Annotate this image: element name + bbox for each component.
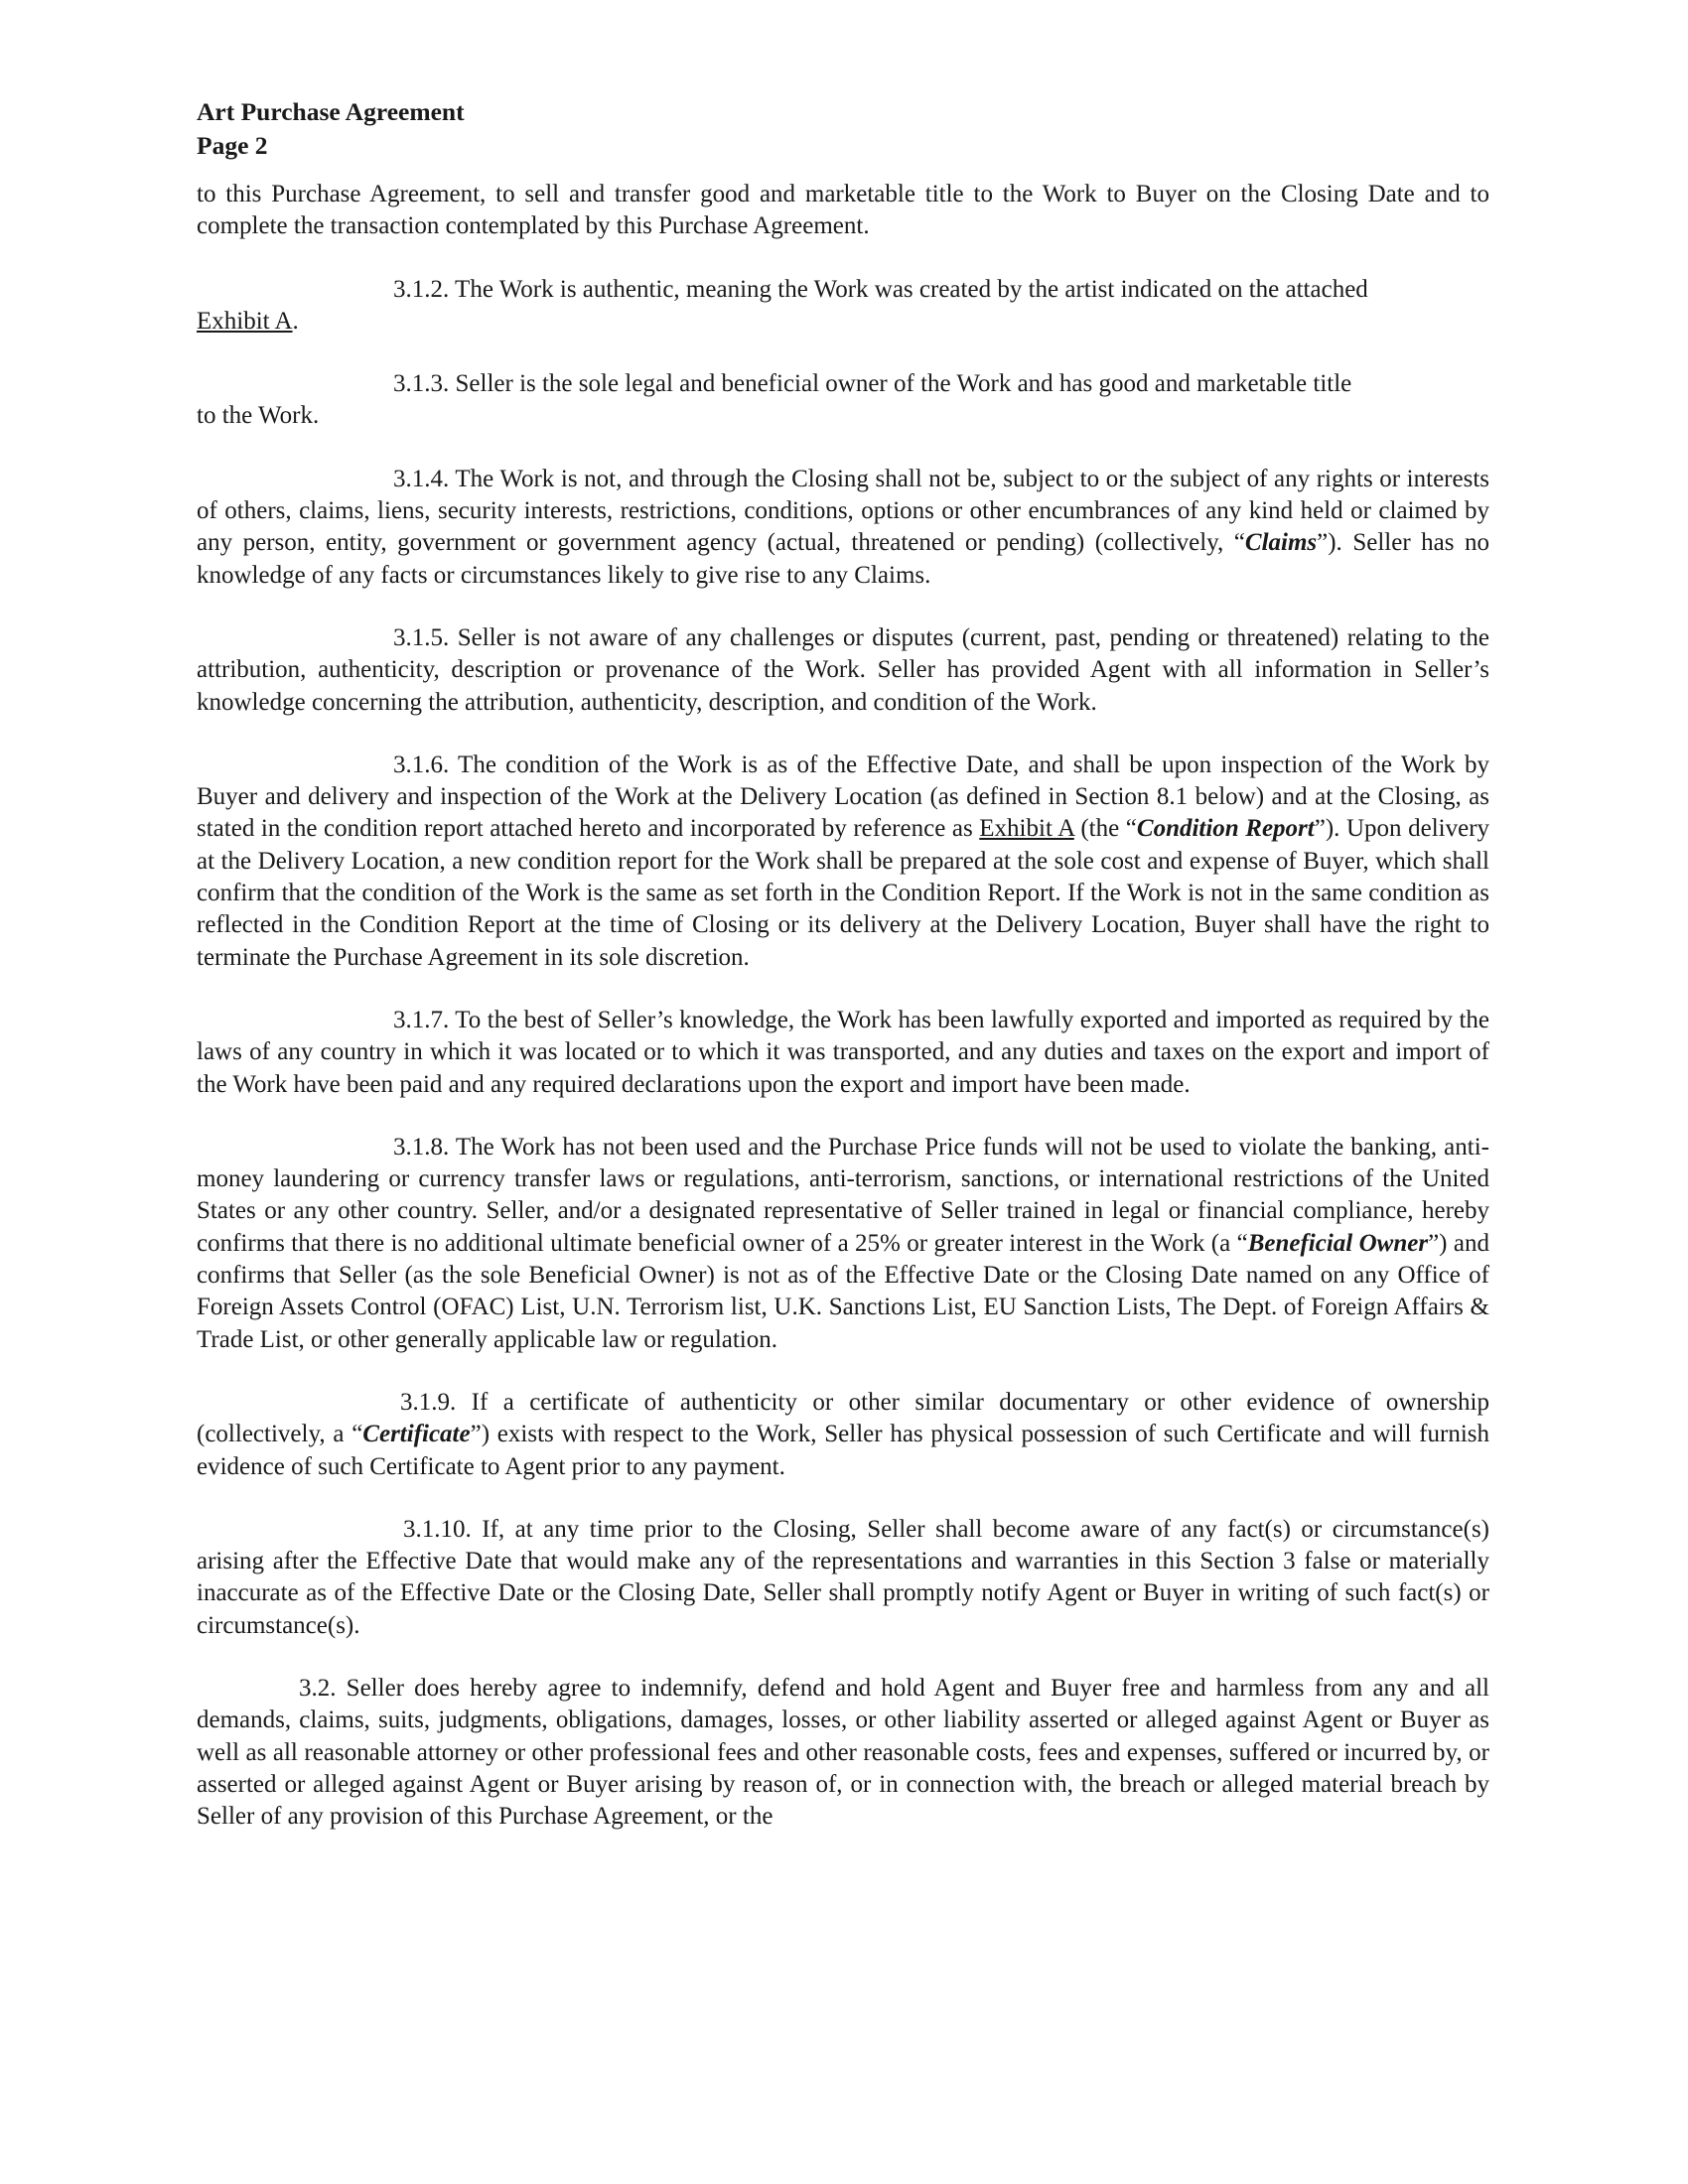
section-3-1-4 bbox=[197, 464, 1489, 592]
document-header bbox=[197, 95, 1489, 163]
exhibit-a-link-2[interactable]: Exhibit A bbox=[979, 815, 1074, 843]
section-3-1-4-text-a: 3.1.4. The Work is not, and through the Closing shall not be, subject to or the subject of any rights or interests of others, claims, liens, security interests, restrictions, conditions, options or other encumbrances of any kind held or claimed by any person, entity, government or government agency (actual, threatened or pending) (collectively, “ bbox=[197, 465, 1489, 557]
section-3-1-2 bbox=[197, 274, 1489, 339]
section-3-2: 3.2. Seller does hereby agree to indemnify, defend and hold Agent and Buyer free and harmless from any and all demands, claims, suits, judgments, obligations, damages, losses, or other liability asserted or alleged against Agent or Buyer as well as all reasonable attorney or other professional fees and other reasonable costs, fees and expenses, suffered or incurred by, or asserted or alleged against Agent or Buyer arising by reason of, or in connection with, the breach or alleged material breach by Seller of any provision of this Purchase Agreement, or the bbox=[197, 1674, 1489, 1831]
section-3-1-6-text-c: ”). Upon delivery at the Delivery Location, a new condition report for the Work shall be prepared at the sole cost and expense of Buyer, which shall confirm that the condition of the Work is the same as set forth in the Condition Report. If the Work is not in the same condition as reflected in the Condition Report at the time of Closing or its delivery at the Delivery Location, Buyer shall have the right to terminate the Purchase Agreement in its sole discretion. bbox=[197, 815, 1490, 971]
section-3-1-3-end: to the Work. bbox=[197, 402, 320, 430]
section-3-1-4-text-b: ”). Seller has no knowledge of any facts or circumstances likely to give rise to any Claims. bbox=[197, 529, 1489, 589]
section-3-1-10: 3.1.10. If, at any time prior to the Closing, Seller shall become aware of any fact(s) or circumstance(s) arising after the Effective Date that would make any of the representations and warranties in this Section 3 false or materially inaccurate as of the Effective Date or the Closing Date, Seller shall promptly notify Agent or Buyer in writing of such fact(s) or circumstance(s). bbox=[197, 1515, 1489, 1639]
section-3-1-8-text-b: ”) and confirms that Seller (as the sole Beneficial Owner) is not as of the Effective Date or the Closing Date named on any Office of Foreign Assets Control (OFAC) List, U.N. Terrorism list, U.K. Sanctions List, EU Sanction Lists, The Dept. of Foreign Affairs & Trade List, or other generally applicable law or regulation. bbox=[197, 1229, 1489, 1353]
page-number: Page 2 bbox=[197, 131, 268, 160]
section-3-1-9-text-a: 3.1.9. If a certificate of authenticity or other similar documentary or other evidence of ownership (collectively, a “ bbox=[197, 1388, 1489, 1448]
section-3-1-6-text-a: 3.1.6. The condition of the Work is as of the Effective Date, and shall be upon inspection of the Work by Buyer and delivery and inspection of the Work at the Delivery Location (as defined in Section 8.1 below) and at the Closing, as stated in the condition report attached hereto and incorporated by reference as bbox=[197, 751, 1489, 843]
section-3-1-7: 3.1.7. To the best of Seller’s knowledge, the Work has been lawfully exported and imported as required by the laws of any country in which it was located or to which it was transported, and any duties and taxes on the export and import of the Work have been paid and any required declarations upon the export and import have been made. bbox=[197, 1006, 1489, 1098]
section-3-1-9-text-b: ”) exists with respect to the Work, Seller has physical possession of such Certificate and will furnish evidence of such Certificate to Agent prior to any payment. bbox=[197, 1421, 1489, 1480]
section-3-1-8 bbox=[197, 1132, 1489, 1356]
defined-term-certificate: Certificate bbox=[362, 1421, 471, 1448]
section-3-1-8-text-a: 3.1.8. The Work has not been used and the Purchase Price funds will not be used to violate the banking, anti-money laundering or currency transfer laws or regulations, anti-terrorism, sanctions, or international restrictions of the United States or any other country. Seller, and/or a designated representative of Seller trained in legal or financial compliance, hereby confirms that there is no additional ultimate beneficial owner of a 25% or greater interest in the Work (a “ bbox=[197, 1133, 1489, 1257]
document-body bbox=[197, 95, 1489, 1863]
section-3-1-6 bbox=[197, 750, 1489, 974]
section-3-1-3 bbox=[197, 368, 1489, 433]
defined-term-condition-report: Condition Report bbox=[1136, 815, 1315, 843]
continuation-paragraph: to this Purchase Agreement, to sell and transfer good and marketable title to the Work to Buyer on the Closing Date and to complete the transaction contemplated by this Purchase Agreement. bbox=[197, 181, 1489, 240]
section-3-1-2-end: . bbox=[292, 307, 299, 335]
section-3-1-9 bbox=[197, 1387, 1489, 1483]
document-title: Art Purchase Agreement bbox=[197, 97, 465, 126]
section-3-1-2-text: 3.1.2. The Work is authentic, meaning the Work was created by the artist indicated on the attached bbox=[393, 275, 1368, 303]
section-3-1-5: 3.1.5. Seller is not aware of any challenges or disputes (current, past, pending or threatened) relating to the attribution, authenticity, description or provenance of the Work. Seller has provided Agent with all information in Seller’s knowledge concerning the attribution, authenticity, description, and condition of the Work. bbox=[197, 623, 1489, 716]
exhibit-a-link[interactable]: Exhibit A bbox=[197, 307, 293, 335]
defined-term-claims: Claims bbox=[1244, 529, 1318, 557]
defined-term-beneficial-owner: Beneficial Owner bbox=[1247, 1229, 1429, 1257]
section-3-1-6-text-b: (the “ bbox=[1073, 815, 1137, 843]
section-3-1-3-text: 3.1.3. Seller is the sole legal and beneficial owner of the Work and has good and marketable title bbox=[393, 370, 1352, 398]
